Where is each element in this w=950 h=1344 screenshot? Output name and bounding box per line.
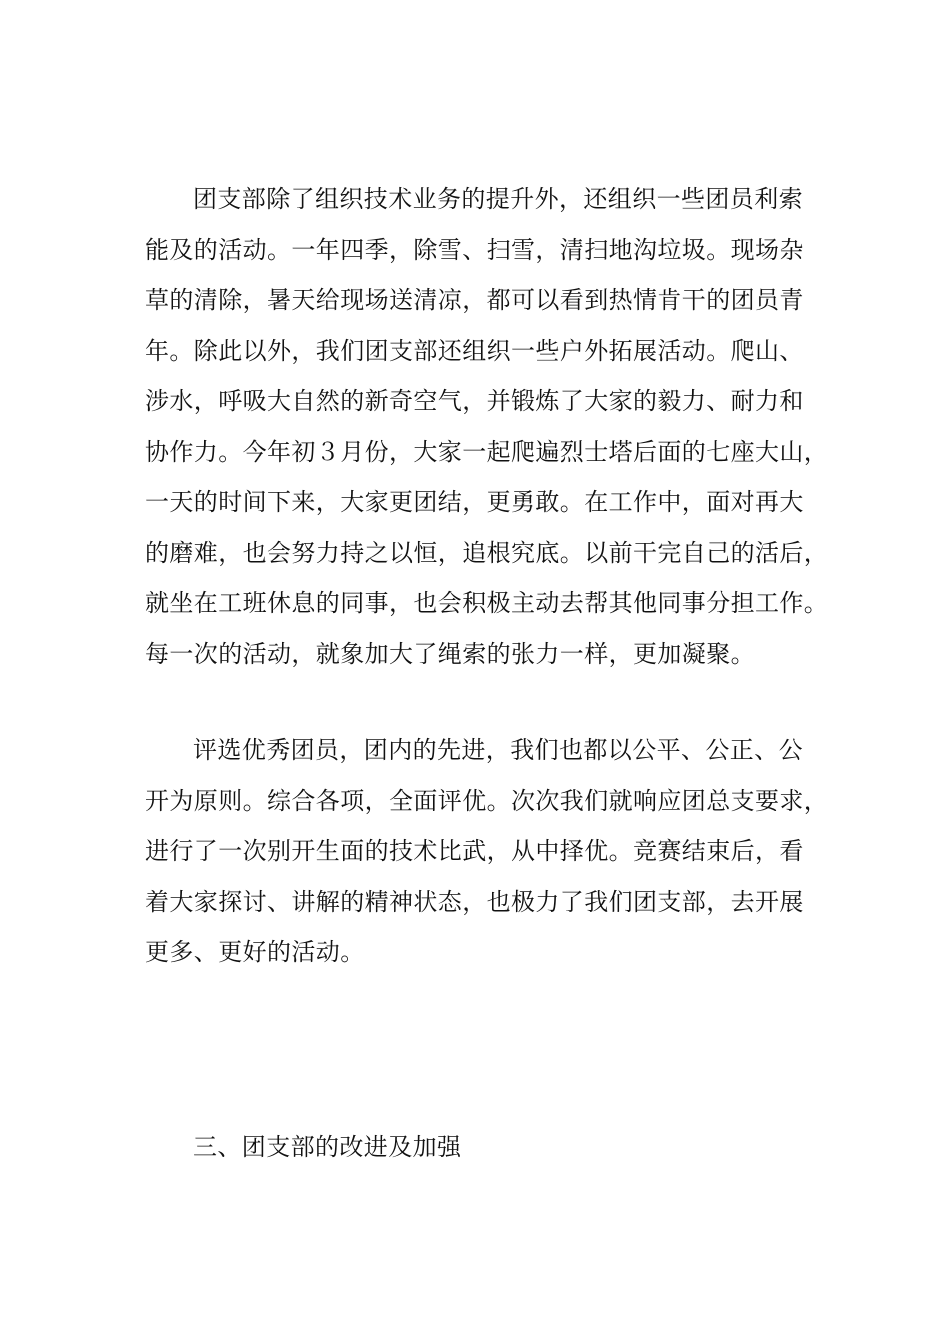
paragraph-line: 团支部除了组织技术业务的提升外，还组织一些团员利索 — [193, 185, 803, 213]
paragraph-line: 能及的活动。一年四季，除雪、扫雪，清扫地沟垃圾。现场杂 — [145, 235, 804, 264]
paragraph-line: 进行了一次别开生面的技术比武，从中择优。竞赛结束后，看 — [145, 837, 804, 865]
paragraph-line: 协作力。今年初３月份，大家一起爬遍烈士塔后面的七座大山， — [145, 437, 829, 466]
section-heading-text: 三、团支部的改进及加强 — [193, 1133, 462, 1161]
paragraph-line: 开为原则。综合各项，全面评优。次次我们就响应团总支要求， — [145, 786, 829, 815]
paragraph-line: 涉水，呼吸大自然的新奇空气，并锻炼了大家的毅力、耐力和 — [145, 387, 804, 415]
paragraph-line: 的磨难，也会努力持之以恒，追根究底。以前干完自己的活后， — [145, 538, 829, 567]
paragraph-line: 评选优秀团员，团内的先进，我们也都以公平、公正、公 — [193, 736, 803, 764]
paragraph-line: 就坐在工班休息的同事，也会积极主动去帮其他同事分担工作。 — [145, 589, 829, 617]
paragraph-line: 年。除此以外，我们团支部还组织一些户外拓展活动。爬山、 — [145, 336, 804, 365]
paragraph-evaluation — [145, 725, 829, 978]
paragraph-line: 每一次的活动，就象加大了绳索的张力一样，更加凝聚。 — [145, 639, 755, 668]
paragraph-line: 着大家探讨、讲解的精神状态，也极力了我们团支部，去开展 — [145, 887, 804, 916]
section-heading — [145, 1122, 817, 1173]
paragraph-line: 草的清除，暑天给现场送清凉，都可以看到热情肯干的团员青 — [145, 286, 804, 314]
paragraph-activities — [145, 174, 829, 679]
paragraph-line: 一天的时间下来，大家更团结，更勇敢。在工作中，面对再大 — [145, 488, 804, 516]
paragraph-line: 更多、更好的活动。 — [145, 938, 365, 966]
